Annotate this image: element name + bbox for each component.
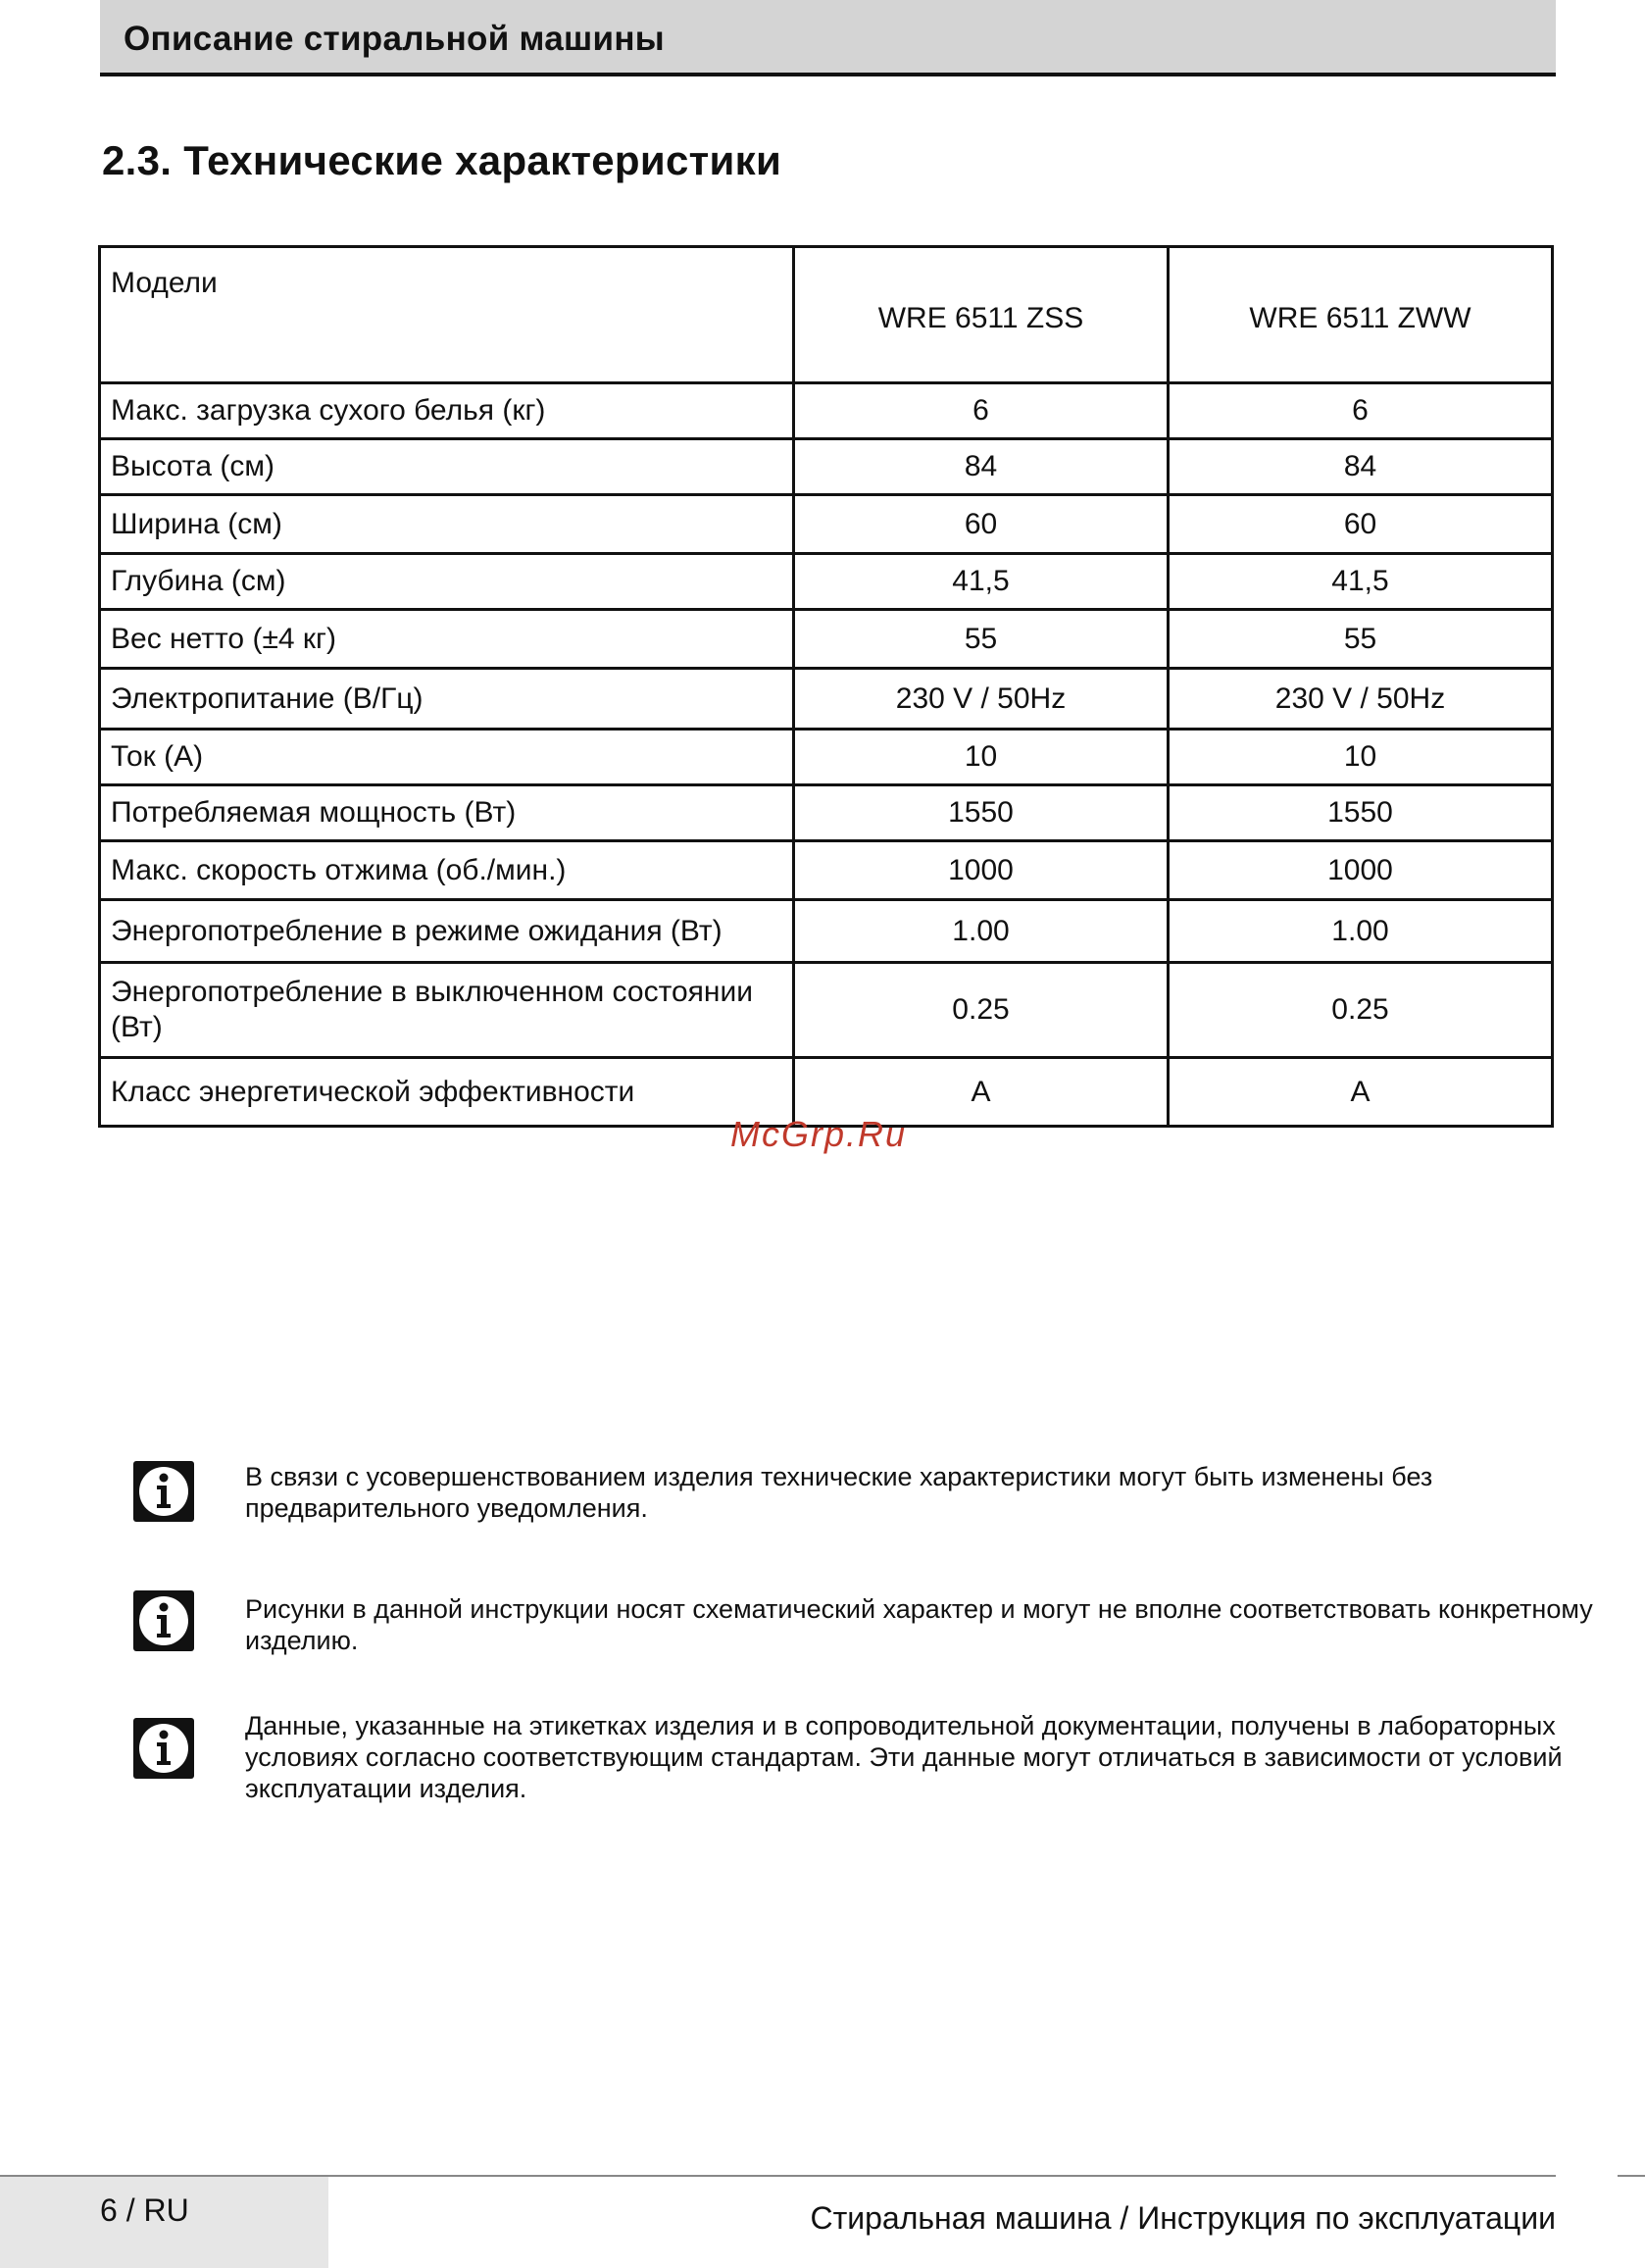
- spec-value-cell: 84: [794, 439, 1169, 495]
- section-title: 2.3. Технические характеристики: [102, 137, 782, 183]
- model-cell: WRE 6511 ZWW: [1169, 247, 1553, 383]
- table-row: [100, 785, 1553, 841]
- spec-value-cell: 230 V / 50Hz: [1169, 669, 1553, 730]
- model-cell: WRE 6511 ZSS: [794, 247, 1169, 383]
- spec-value-cell: 0.25: [794, 963, 1169, 1058]
- spec-value-cell: 6: [1169, 383, 1553, 439]
- info-icon: [133, 1718, 194, 1779]
- table-row: [100, 841, 1553, 900]
- table-header-row: [100, 247, 1553, 383]
- spec-value-cell: 1000: [794, 841, 1169, 900]
- table-row: [100, 730, 1553, 785]
- spec-value-cell: 55: [1169, 610, 1553, 669]
- spec-label-cell: Потребляемая мощность (Вт): [100, 785, 794, 841]
- header-title: Описание стиральной машины: [124, 20, 665, 58]
- spec-value-cell: 230 V / 50Hz: [794, 669, 1169, 730]
- note-text: В связи с усовершенствованием изделия технические характеристики могут быть изменены без предварительного уведомления.: [245, 1462, 1433, 1523]
- spec-value-cell: 1.00: [1169, 900, 1553, 963]
- spec-value-cell: 10: [1169, 730, 1553, 785]
- spec-value-cell: 1.00: [794, 900, 1169, 963]
- spec-label-cell: Ширина (см): [100, 495, 794, 554]
- spec-value-cell: 10: [794, 730, 1169, 785]
- spec-value-cell: 41,5: [794, 554, 1169, 610]
- spec-label-cell: Макс. скорость отжима (об./мин.): [100, 841, 794, 900]
- note-text: Данные, указанные на этикетках изделия и в сопроводительной документации, получены в лабораторных условиях согласно соответствующим стандартам. Эти данные могут отличаться в зависимости от условий эксплуатации изделия.: [245, 1711, 1563, 1803]
- spec-value-cell: 84: [1169, 439, 1553, 495]
- page-header: [100, 0, 1556, 76]
- spec-label-cell: Класс энергетической эффективности: [100, 1058, 794, 1127]
- table-row: [100, 900, 1553, 963]
- spec-value-cell: 6: [794, 383, 1169, 439]
- table-row: [100, 610, 1553, 669]
- spec-value-cell: 0.25: [1169, 963, 1553, 1058]
- table-row: [100, 495, 1553, 554]
- spec-value-cell: A: [1169, 1058, 1553, 1127]
- spec-value-cell: 1550: [794, 785, 1169, 841]
- footer-divider: [1618, 2175, 1645, 2177]
- spec-label-cell: Вес нетто (±4 кг): [100, 610, 794, 669]
- spec-value-cell: 60: [1169, 495, 1553, 554]
- table-row: [100, 439, 1553, 495]
- spec-label-cell: Энергопотребление в режиме ожидания (Вт): [100, 900, 794, 963]
- header-label-cell: Модели: [100, 247, 794, 383]
- table-row: [100, 963, 1553, 1058]
- spec-label-cell: Глубина (см): [100, 554, 794, 610]
- spec-value-cell: 55: [794, 610, 1169, 669]
- spec-label-cell: Электропитание (В/Гц): [100, 669, 794, 730]
- info-icon: [133, 1461, 194, 1522]
- page-number: 6 / RU: [100, 2192, 189, 2228]
- spec-value-cell: 1000: [1169, 841, 1553, 900]
- spec-label-cell: Ток (А): [100, 730, 794, 785]
- footer-title: Стиральная машина / Инструкция по эксплуатации: [810, 2200, 1556, 2236]
- spec-value-cell: 41,5: [1169, 554, 1553, 610]
- spec-label-cell: Энергопотребление в выключенном состоянии (Вт): [100, 963, 794, 1058]
- info-icon: [133, 1590, 194, 1651]
- spec-value-cell: 1550: [1169, 785, 1553, 841]
- spec-value-cell: A: [794, 1058, 1169, 1127]
- spec-label-cell: Макс. загрузка сухого белья (кг): [100, 383, 794, 439]
- table-row: [100, 383, 1553, 439]
- spec-value-cell: 60: [794, 495, 1169, 554]
- spec-label-cell: Высота (см): [100, 439, 794, 495]
- watermark: McGrp.Ru: [730, 1114, 908, 1154]
- table-row: [100, 669, 1553, 730]
- spec-table: [98, 245, 1554, 1128]
- table-row: [100, 554, 1553, 610]
- note-text: Рисунки в данной инструкции носят схематический характер и могут не вполне соответствовать конкретному изделию.: [245, 1594, 1593, 1655]
